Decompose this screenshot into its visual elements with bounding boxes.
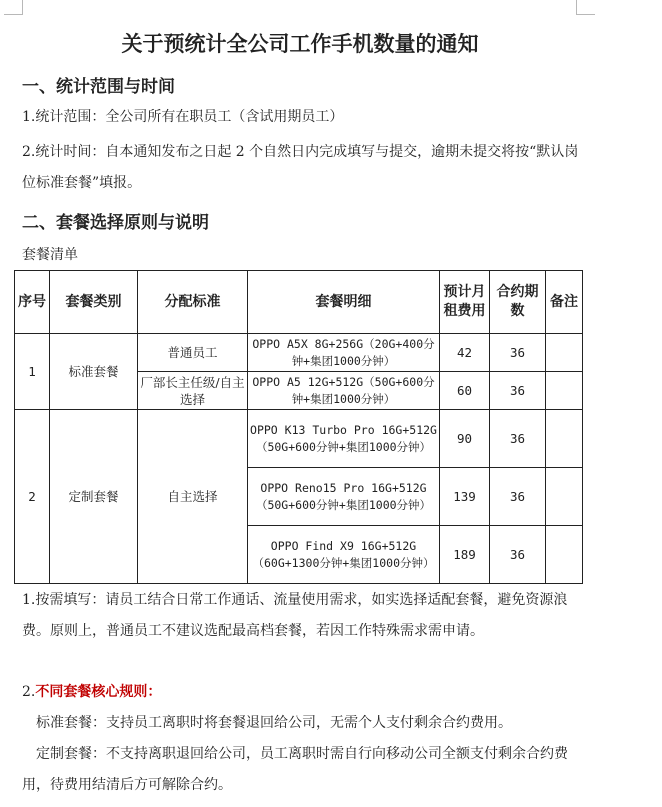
cell-seq: 1 bbox=[15, 334, 50, 410]
cell-allocation: 自主选择 bbox=[138, 410, 248, 584]
section2-heading: 二、套餐选择原则与说明 bbox=[22, 213, 209, 233]
cell-category: 标准套餐 bbox=[50, 334, 138, 410]
section1-paragraph-time: 2.统计时间：自本通知发布之日起 2 个自然日内完成填写与提交，逾期未提交将按“默认岗位标准套餐”填报。 bbox=[22, 144, 579, 191]
header-term: 合约期数 bbox=[490, 271, 546, 334]
cell-term: 36 bbox=[490, 526, 546, 584]
after-paragraph-custom: 定制套餐：不支持离职退回给公司，员工离职时需自行向移动公司全额支付剩余合约费用，待费用结清后方可解除合约。 bbox=[22, 746, 568, 793]
cell-note bbox=[546, 372, 583, 410]
after-paragraph-rules-heading bbox=[22, 677, 582, 708]
cell-note bbox=[546, 410, 583, 468]
cell-note bbox=[546, 526, 583, 584]
cell-term: 36 bbox=[490, 372, 546, 410]
header-allocation: 分配标准 bbox=[138, 271, 248, 334]
cell-fee: 189 bbox=[440, 526, 490, 584]
cell-detail: OPPO Find X9 16G+512G（60G+1300分钟+集团1000分钟） bbox=[248, 526, 440, 584]
table-row bbox=[15, 334, 583, 372]
after-paragraph-fill: 1.按需填写：请员工结合日常工作通话、流量使用需求，如实选择适配套餐，避免资源浪费。原则上，普通员工不建议选配最高档套餐，若因工作特殊需求需申请。 bbox=[22, 592, 568, 639]
rules-number: 2. bbox=[22, 684, 36, 700]
cell-fee: 42 bbox=[440, 334, 490, 372]
section1-paragraph-scope: 1.统计范围：全公司所有在职员工（含试用期员工） bbox=[22, 109, 344, 125]
cell-category: 定制套餐 bbox=[50, 410, 138, 584]
cell-note bbox=[546, 468, 583, 526]
header-detail: 套餐明细 bbox=[248, 271, 440, 334]
header-category: 套餐类别 bbox=[50, 271, 138, 334]
cell-allocation: 普通员工 bbox=[138, 334, 248, 372]
cell-detail: OPPO K13 Turbo Pro 16G+512G（50G+600分钟+集团1000分钟） bbox=[248, 410, 440, 468]
rules-label: 不同套餐核心规则： bbox=[35, 684, 162, 700]
cell-term: 36 bbox=[490, 410, 546, 468]
page-corner-mark-left bbox=[4, 0, 23, 15]
cell-fee: 90 bbox=[440, 410, 490, 468]
cell-allocation: 厂部长主任级/自主选择 bbox=[138, 372, 248, 410]
document-title: 关于预统计全公司工作手机数量的通知 bbox=[121, 31, 479, 56]
table-header-row bbox=[15, 271, 583, 334]
cell-term: 36 bbox=[490, 468, 546, 526]
cell-seq: 2 bbox=[15, 410, 50, 584]
cell-fee: 60 bbox=[440, 372, 490, 410]
after-paragraph-standard: 标准套餐：支持员工离职时将套餐退回给公司，无需个人支付剩余合约费用。 bbox=[36, 715, 512, 731]
cell-note bbox=[546, 334, 583, 372]
header-seq: 序号 bbox=[15, 271, 50, 334]
cell-detail: OPPO A5 12G+512G（50G+600分钟+集团1000分钟） bbox=[248, 372, 440, 410]
header-note: 备注 bbox=[546, 271, 583, 334]
plan-table bbox=[14, 270, 583, 584]
cell-term: 36 bbox=[490, 334, 546, 372]
cell-detail: OPPO A5X 8G+256G（20G+400分钟+集团1000分钟） bbox=[248, 334, 440, 372]
cell-fee: 139 bbox=[440, 468, 490, 526]
header-fee: 预计月租费用 bbox=[440, 271, 490, 334]
cell-detail: OPPO Reno15 Pro 16G+512G（50G+600分钟+集团1000分钟） bbox=[248, 468, 440, 526]
page-corner-mark-right bbox=[576, 0, 595, 15]
section1-heading: 一、统计范围与时间 bbox=[22, 77, 175, 97]
table-caption: 套餐清单 bbox=[22, 247, 78, 263]
table-row bbox=[15, 410, 583, 468]
